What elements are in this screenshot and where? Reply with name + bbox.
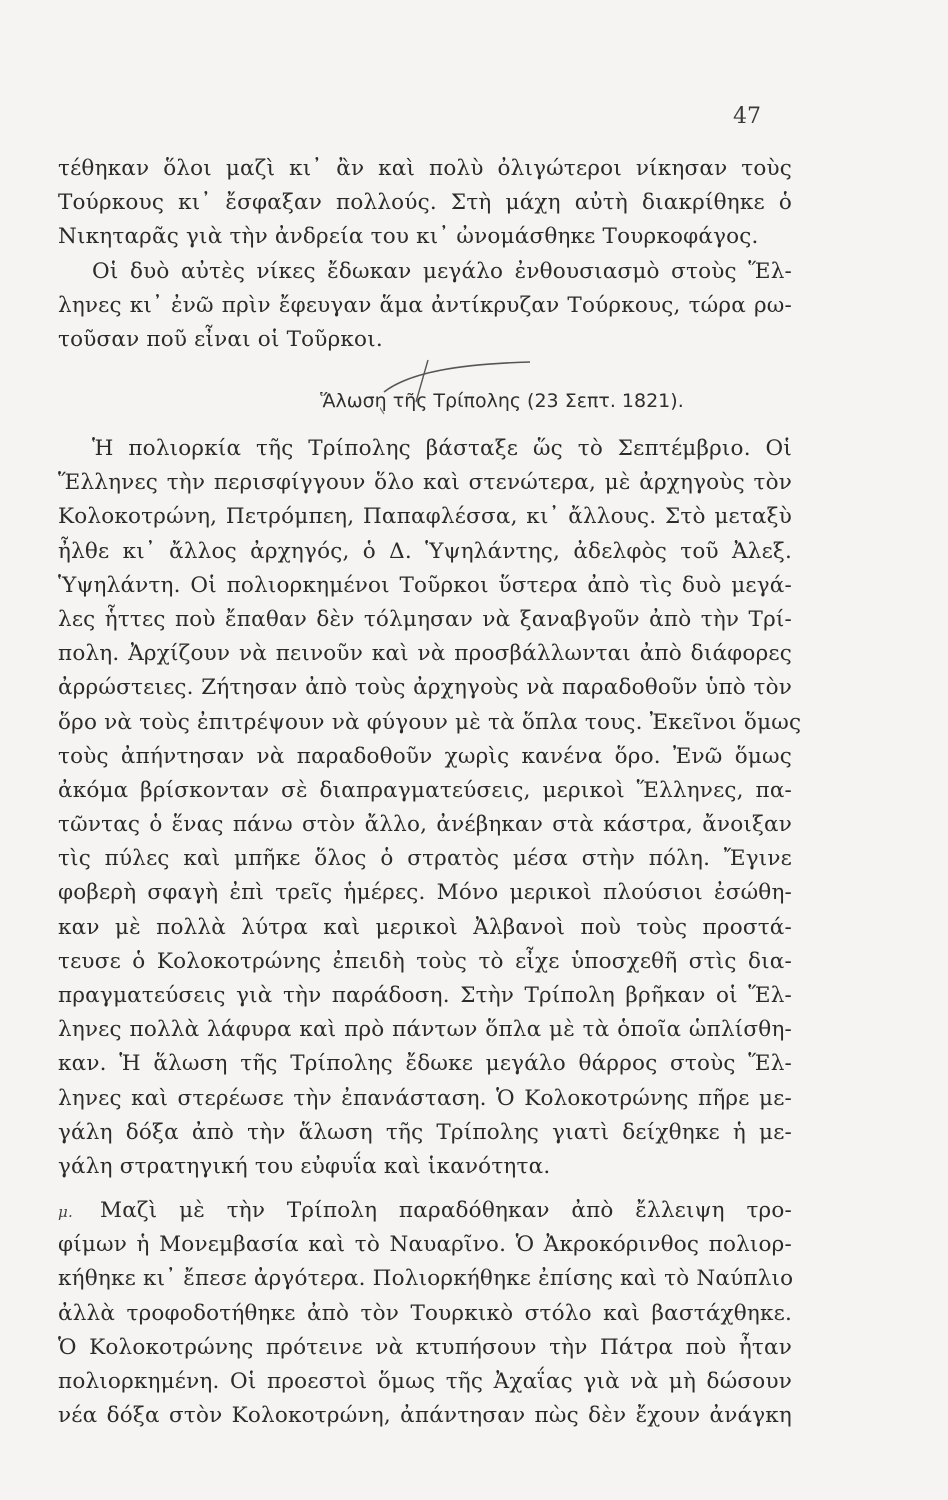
text-line: Οἱ δυὸ αὐτὲς νίκες ἔδωκαν μεγάλο ἐνθουσιασμὸ στοὺς Ἕλ- bbox=[92, 258, 792, 284]
text-line: φίμων ἡ Μονεμβασία καὶ τὸ Ναυαρῖνο. Ὁ Ἀκροκόρινθος πολιορ- bbox=[58, 1232, 792, 1258]
text-line: γάλη δόξα ἀπὸ τὴν ἅλωση τῆς Τρίπολης γιατὶ δείχθηκε ἡ με- bbox=[58, 1119, 792, 1145]
text-line: καν μὲ πολλὰ λύτρα καὶ μερικοὶ Ἀλβανοὶ ποὺ τοὺς προστά- bbox=[58, 914, 792, 940]
text-line: πολιορκημένη. Οἱ προεστοὶ ὅμως τῆς Ἀχαΐας γιὰ νὰ μὴ δώσουν bbox=[58, 1368, 792, 1394]
text-line: νέα δόξα στὸν Κολοκοτρώνη, ἀπάντησαν πὼς δὲν ἔχουν ἀνάγκη bbox=[58, 1403, 792, 1429]
text-line: Ὑψηλάντη. Οἱ πολιορκημένοι Τοῦρκοι ὕστερα ἀπὸ τὶς δυὸ μεγά- bbox=[58, 572, 792, 598]
margin-mark: μ. bbox=[58, 1203, 73, 1221]
text-line: ἀρρώστειες. Ζήτησαν ἀπὸ τοὺς ἀρχηγοὺς νὰ παραδοθοῦν ὑπὸ τὸν bbox=[58, 675, 792, 701]
text-line: Ἕλληνες τὴν περισφίγγουν ὅλο καὶ στενώτερα, μὲ ἀρχηγοὺς τὸν bbox=[58, 470, 792, 496]
text-line: καν. Ἡ ἅλωση τῆς Τρίπολης ἔδωκε μεγάλο θάρρος στοὺς Ἕλ- bbox=[58, 1051, 792, 1077]
text-line bbox=[58, 1194, 792, 1228]
text-line: ὅρο νὰ τοὺς ἐπιτρέψουν νὰ φύγουν μὲ τὰ ὅπλα τους. Ἐκεῖνοι ὅμως bbox=[58, 709, 802, 735]
text-line: ληνες καὶ στερέωσε τὴν ἐπανάσταση. Ὁ Κολοκοτρώνης πῆρε με- bbox=[58, 1085, 792, 1111]
text-line: φοβερὴ σφαγὴ ἐπὶ τρεῖς ἡμέρες. Μόνο μερικοὶ πλούσιοι ἐσώθη- bbox=[58, 880, 792, 906]
paragraph-2 bbox=[58, 255, 792, 358]
text-line: πολη. Ἀρχίζουν νὰ πεινοῦν καὶ νὰ προσβάλλωνται ἀπὸ διάφορες bbox=[58, 641, 792, 667]
text-line: τὶς πύλες καὶ μπῆκε ὅλος ὁ στρατὸς μέσα στὴν πόλη. Ἔγινε bbox=[58, 846, 792, 872]
text-line: τοὺς ἀπήντησαν νὰ παραδοθοῦν χωρὶς κανένα ὅρο. Ἐνῶ ὅμως bbox=[58, 743, 792, 769]
page-number: 47 bbox=[733, 104, 761, 129]
text-line: ληνες πολλὰ λάφυρα καὶ πρὸ πάντων ὅπλα μὲ τὰ ὁποῖα ὡπλίσθη- bbox=[58, 1017, 792, 1043]
text-line: Κολοκοτρώνη, Πετρόμπεη, Παπαφλέσσα, κι᾽ ἄλλους. Στὸ μεταξὺ bbox=[58, 504, 792, 530]
text-line: γάλη στρατηγική του εὐφυΐα καὶ ἱκανότητα. bbox=[58, 1153, 551, 1179]
text-line: Ὁ Κολοκοτρώνης πρότεινε νὰ κτυπήσουν τὴν Πάτρα ποὺ ἦταν bbox=[58, 1334, 792, 1360]
text-line: Τούρκους κι᾽ ἔσφαξαν πολλούς. Στὴ μάχη αὐτὴ διακρίθηκε ὁ bbox=[58, 190, 792, 216]
text-line: ἦλθε κι᾽ ἄλλος ἀρχηγός, ὁ Δ. Ὑψηλάντης, ἀδελφὸς τοῦ Ἀλεξ. bbox=[58, 538, 792, 564]
text-line: τευσε ὁ Κολοκοτρώνης ἐπειδὴ τοὺς τὸ εἶχε ὑποσχεθῆ στὶς δια- bbox=[58, 948, 792, 974]
text-line: πραγματεύσεις γιὰ τὴν παράδοση. Στὴν Τρίπολη βρῆκαν οἱ Ἕλ- bbox=[58, 983, 792, 1008]
text-line: τοῦσαν ποῦ εἶναι οἱ Τοῦρκοι. bbox=[58, 326, 383, 352]
text-line: Νικηταρᾶς γιὰ τὴν ἀνδρεία του κι᾽ ὠνομάσθηκε Τουρκοφάγος. bbox=[58, 224, 759, 250]
text-line: κήθηκε κι᾽ ἔπεσε ἀργότερα. Πολιορκήθηκε ἐπίσης καὶ τὸ Ναύπλιο bbox=[58, 1266, 794, 1292]
text-line: ληνες κι᾽ ἐνῶ πρὶν ἔφευγαν ἅμα ἀντίκρυζαν Τούρκους, τώρα ρω- bbox=[58, 292, 792, 318]
paragraph-4 bbox=[58, 1194, 792, 1433]
paragraph-3 bbox=[58, 432, 802, 1184]
section-heading: Ἅλωση τῆς Τρίπολης (23 Σεπτ. 1821). bbox=[320, 390, 684, 412]
text-line-content: Μαζὶ μὲ τὴν Τρίπολη παραδόθηκαν ἀπὸ ἔλλειψη τρο- bbox=[100, 1198, 792, 1223]
paragraph-1 bbox=[58, 152, 792, 255]
text-line: τέθηκαν ὅλοι μαζὶ κι᾽ ἂν καὶ πολὺ ὀλιγώτεροι νίκησαν τοὺς bbox=[58, 156, 792, 181]
text-line: ἀλλὰ τροφοδοτήθηκε ἀπὸ τὸν Τουρκικὸ στόλο καὶ βαστάχθηκε. bbox=[58, 1300, 792, 1326]
text-line: Ἡ πολιορκία τῆς Τρίπολης βάσταξε ὥς τὸ Σεπτέμβριο. Οἱ bbox=[92, 436, 792, 461]
text-line: τῶντας ὁ ἕνας πάνω στὸν ἄλλο, ἀνέβηκαν στὰ κάστρα, ἄνοιξαν bbox=[58, 812, 792, 838]
text-line: λες ἧττες ποὺ ἔπαθαν δὲν τόλμησαν νὰ ξαναβγοῦν ἀπὸ τὴν Τρί- bbox=[58, 606, 792, 632]
text-line: ἀκόμα βρίσκονταν σὲ διαπραγματεύσεις, μερικοὶ Ἕλληνες, πα- bbox=[58, 777, 792, 803]
